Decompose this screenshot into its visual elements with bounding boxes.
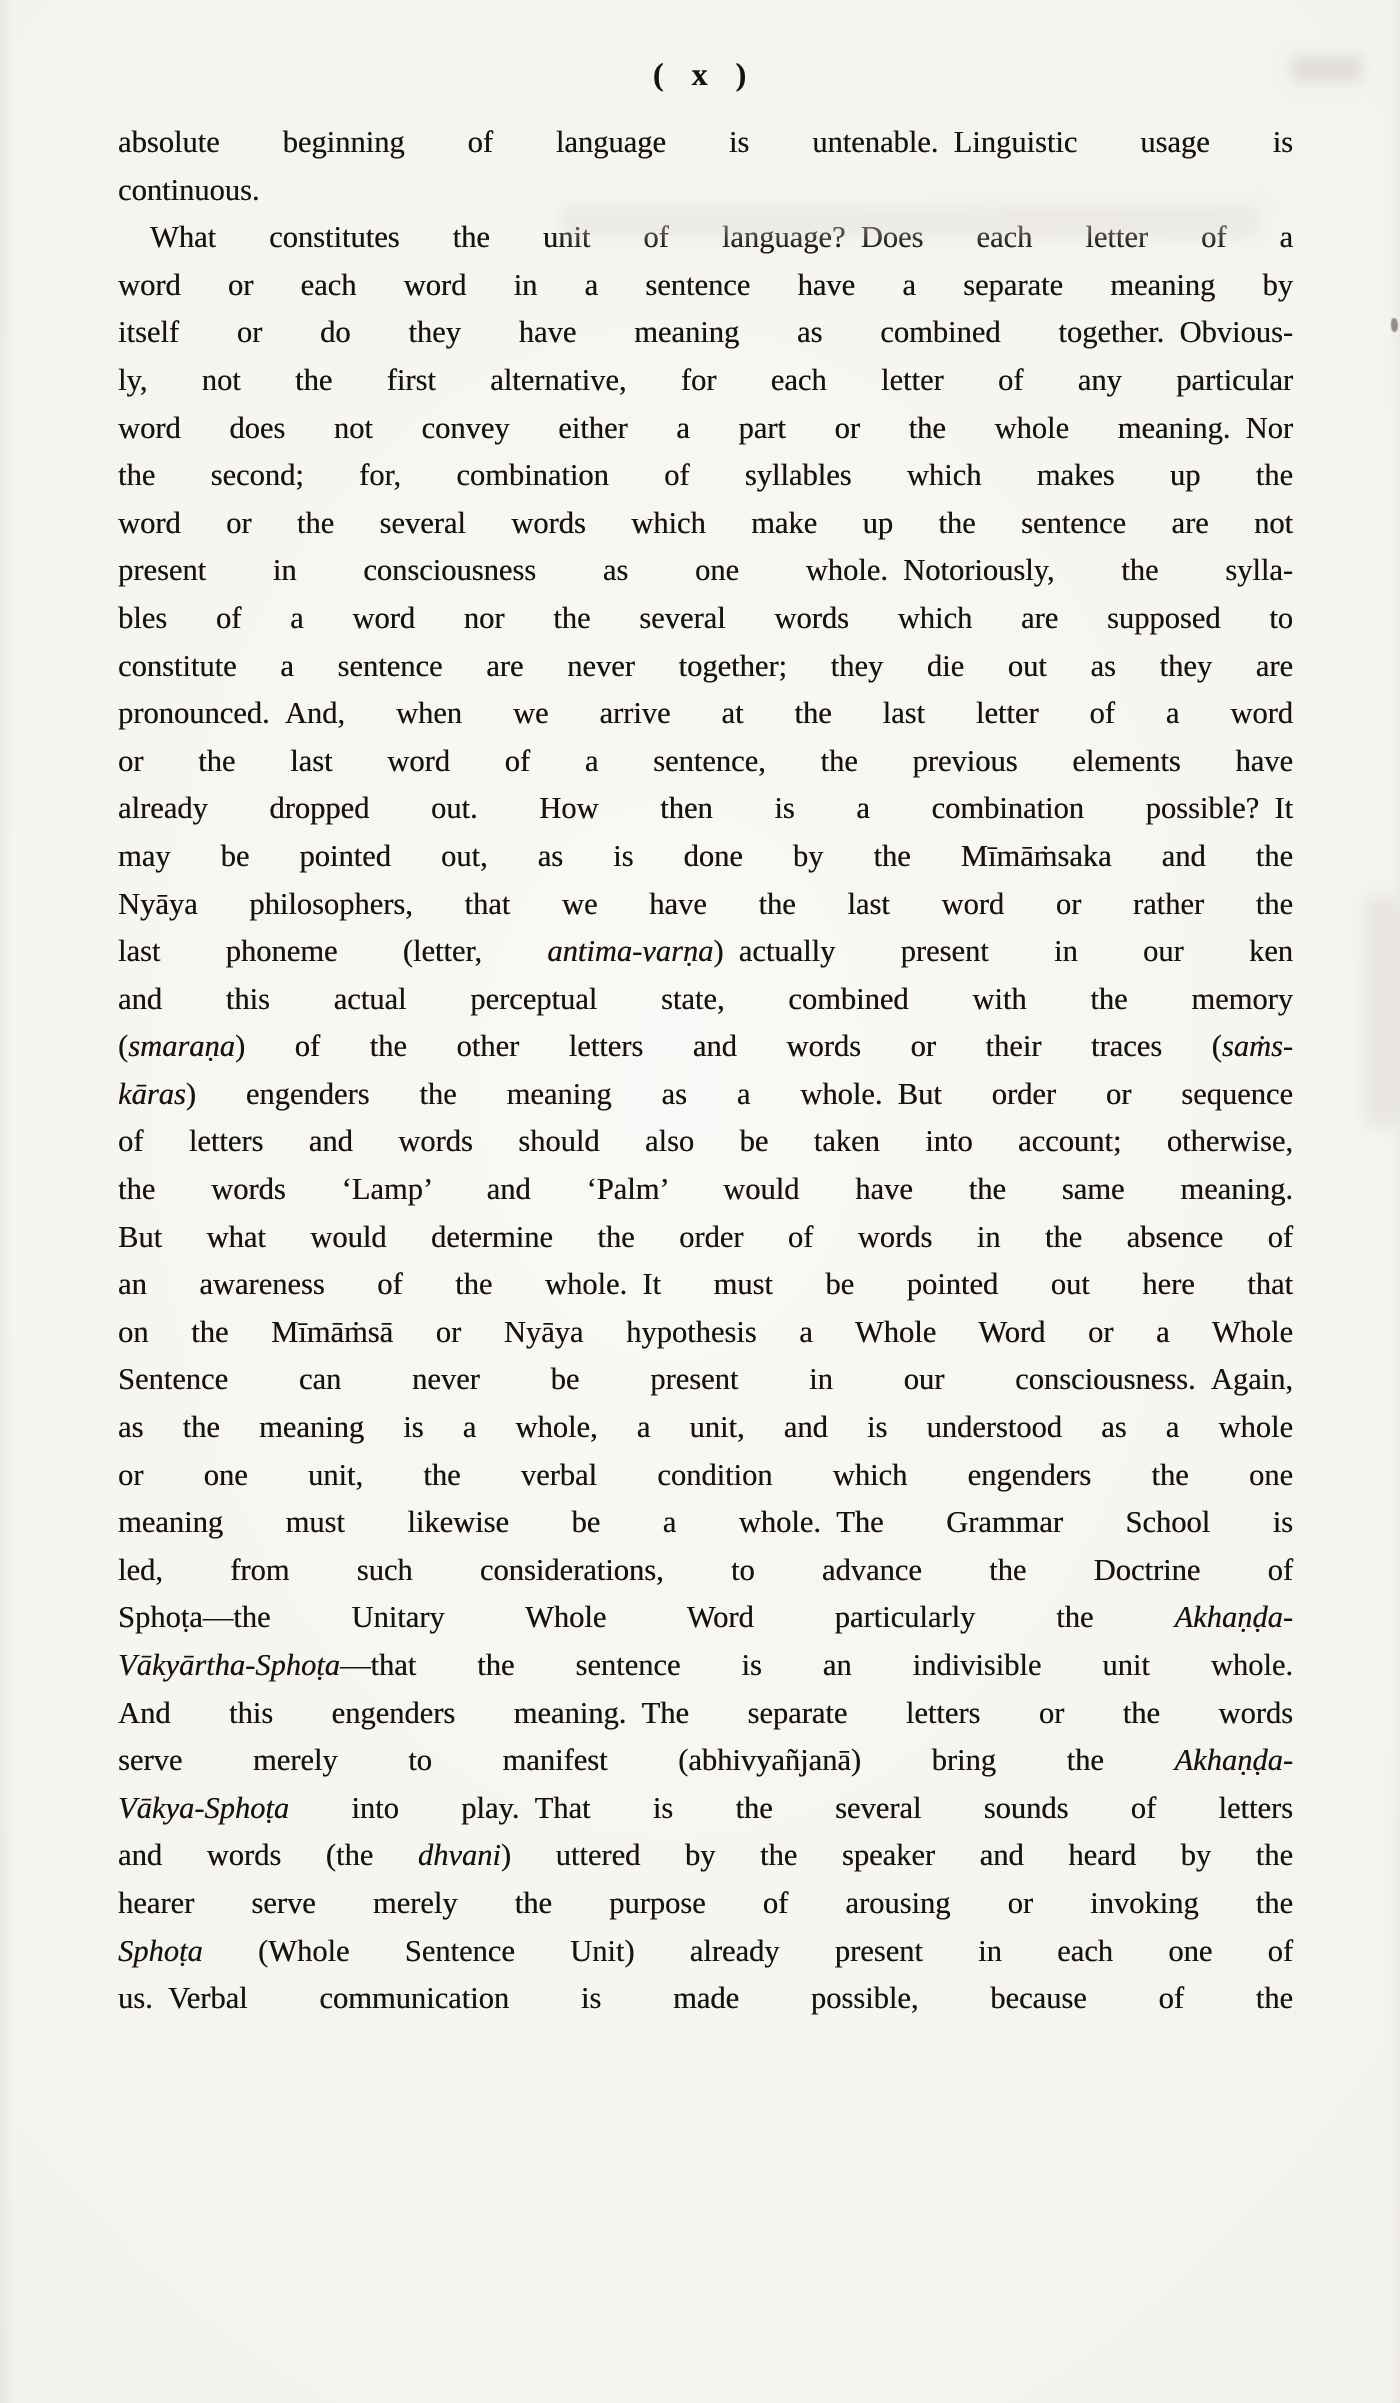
text-line [118, 1452, 1293, 1500]
text-line [118, 1023, 1293, 1071]
text-segment: into play. That is the several sounds of letters [289, 1790, 1293, 1825]
text-line [118, 405, 1293, 453]
text-segment: ) engenders the meaning as a whole. But order or sequence [185, 1076, 1293, 1111]
text-segment: ) actually present in our ken [713, 934, 1294, 969]
text-segment: absolute beginning of language is untenable. Linguistic usage is [118, 125, 1293, 159]
text-segment: word or each word in a sentence have a separate meaning by [118, 267, 1293, 302]
text-segment: or one unit, the verbal condition which engenders the one [118, 1457, 1293, 1492]
text-segment: ) of the other letters and words or their traces ( [234, 1029, 1222, 1064]
text-segment: But what would determine the order of words in the absence of [118, 1219, 1293, 1254]
text-segment: continuous. [118, 172, 260, 207]
italic-term: dhvani [417, 1838, 501, 1873]
text-line [118, 500, 1293, 548]
text-line [118, 452, 1293, 500]
scanned-book-page [0, 56, 1400, 2403]
text-line [118, 1880, 1293, 1928]
text-segment: And this engenders meaning. The separate letters or the words [118, 1695, 1293, 1730]
text-segment: led, from such considerations, to advance the Doctrine of [118, 1552, 1293, 1587]
text-segment: of letters and words should also be taken into account; otherwise, [118, 1124, 1293, 1159]
text-line [118, 309, 1293, 357]
text-segment: —that the sentence is an indivisible unit whole. [339, 1648, 1293, 1682]
italic-term: Akhaṇḍa- [1174, 1600, 1293, 1635]
page-number: ( x ) [652, 56, 748, 92]
text-segment: serve merely to manifest (abhivyañjanā) bring the [118, 1743, 1175, 1778]
text-line [118, 1690, 1293, 1738]
body-text [118, 119, 1293, 2023]
text-line [118, 119, 1293, 167]
text-segment: pronounced. And, when we arrive at the last letter of a word [118, 696, 1293, 731]
text-segment: meaning must likewise be a whole. The Grammar School is [118, 1505, 1293, 1540]
text-line [118, 1928, 1293, 1976]
italic-term: smaraṇa [128, 1029, 235, 1064]
text-line [118, 214, 1293, 262]
text-segment: Sentence can never be present in our consciousness. Again, [118, 1362, 1293, 1397]
scan-speck-artifact [1391, 318, 1398, 332]
text-line [118, 1499, 1293, 1547]
text-segment: an awareness of the whole. It must be pointed out here that [118, 1267, 1293, 1302]
text-segment: word or the several words which make up the sentence are not [118, 505, 1293, 540]
text-segment: ) uttered by the speaker and heard by the [500, 1838, 1293, 1873]
text-segment: constitute a sentence are never together; they die out as they are [118, 648, 1293, 683]
text-segment: and this actual perceptual state, combined with the memory [118, 981, 1293, 1016]
italic-term: Vākya-Sphoṭa [118, 1790, 290, 1825]
text-segment: itself or do they have meaning as combined together. Obvious- [118, 315, 1293, 350]
italic-term: antima-varṇa [547, 934, 714, 969]
text-segment: ly, not the first alternative, for each letter of any particular [118, 362, 1293, 397]
text-segment: last phoneme (letter, [118, 934, 548, 969]
text-line [118, 262, 1293, 310]
italic-term: Vākyārtha-Sphoṭa [118, 1648, 340, 1682]
text-line [118, 1547, 1293, 1595]
text-line [118, 833, 1293, 881]
text-segment: or the last word of a sentence, the previous elements have [118, 743, 1293, 778]
text-segment: may be pointed out, as is done by the Mīmāṁsaka and the [118, 838, 1293, 873]
text-segment: already dropped out. How then is a combination possible? It [118, 791, 1293, 826]
text-line [118, 1071, 1293, 1119]
text-segment: the words ‘Lamp’ and ‘Palm’ would have the same meaning. [118, 1172, 1293, 1207]
text-line [118, 738, 1293, 786]
text-segment: Sphoṭa—the Unitary Whole Word particularly the [118, 1600, 1175, 1635]
text-line [118, 547, 1293, 595]
text-line [118, 690, 1293, 738]
text-segment: word does not convey either a part or the whole meaning. Nor [118, 410, 1293, 445]
text-segment: ( [118, 1029, 129, 1064]
text-line [118, 881, 1293, 929]
text-segment: bles of a word nor the several words which are supposed to [118, 600, 1293, 635]
text-line [118, 643, 1293, 691]
text-segment: on the Mīmāṁsā or Nyāya hypothesis a Whole Word or a Whole [118, 1314, 1293, 1349]
text-line [118, 1594, 1293, 1642]
text-line [118, 595, 1293, 643]
text-line [118, 976, 1293, 1024]
text-line [118, 1404, 1293, 1452]
text-line [118, 1166, 1293, 1214]
text-line [118, 357, 1293, 405]
text-segment: What constitutes the unit of language? Does each letter of a [150, 220, 1293, 255]
text-line [118, 1309, 1293, 1357]
text-line [118, 1785, 1293, 1833]
text-line [118, 1261, 1293, 1309]
italic-term: kāras [118, 1076, 186, 1111]
text-line [118, 167, 1293, 215]
italic-term: Akhaṇḍa- [1174, 1743, 1293, 1778]
text-line [118, 1356, 1293, 1404]
scan-edge-smudge-artifact [1366, 896, 1400, 1126]
text-line [118, 1832, 1293, 1880]
text-segment: present in consciousness as one whole. Notoriously, the sylla- [118, 553, 1293, 588]
text-line [118, 1118, 1293, 1166]
text-segment: and words (the [118, 1838, 418, 1873]
text-segment: Nyāya philosophers, that we have the last word or rather the [118, 886, 1293, 921]
text-segment: as the meaning is a whole, a unit, and is understood as a whole [118, 1410, 1293, 1445]
text-line [118, 1642, 1293, 1690]
text-line [118, 1975, 1293, 2023]
italic-term: Sphoṭa [118, 1933, 203, 1968]
text-segment: hearer serve merely the purpose of arousing or invoking the [118, 1885, 1293, 1920]
text-segment: (Whole Sentence Unit) already present in each one of [202, 1933, 1293, 1968]
text-segment: the second; for, combination of syllables which makes up the [118, 458, 1293, 493]
text-line [118, 785, 1293, 833]
text-line [118, 928, 1293, 976]
text-line [118, 1737, 1293, 1785]
italic-term: saṁs- [1221, 1029, 1293, 1064]
text-segment: us. Verbal communication is made possible, because of the [118, 1981, 1293, 2016]
text-line [118, 1214, 1293, 1262]
